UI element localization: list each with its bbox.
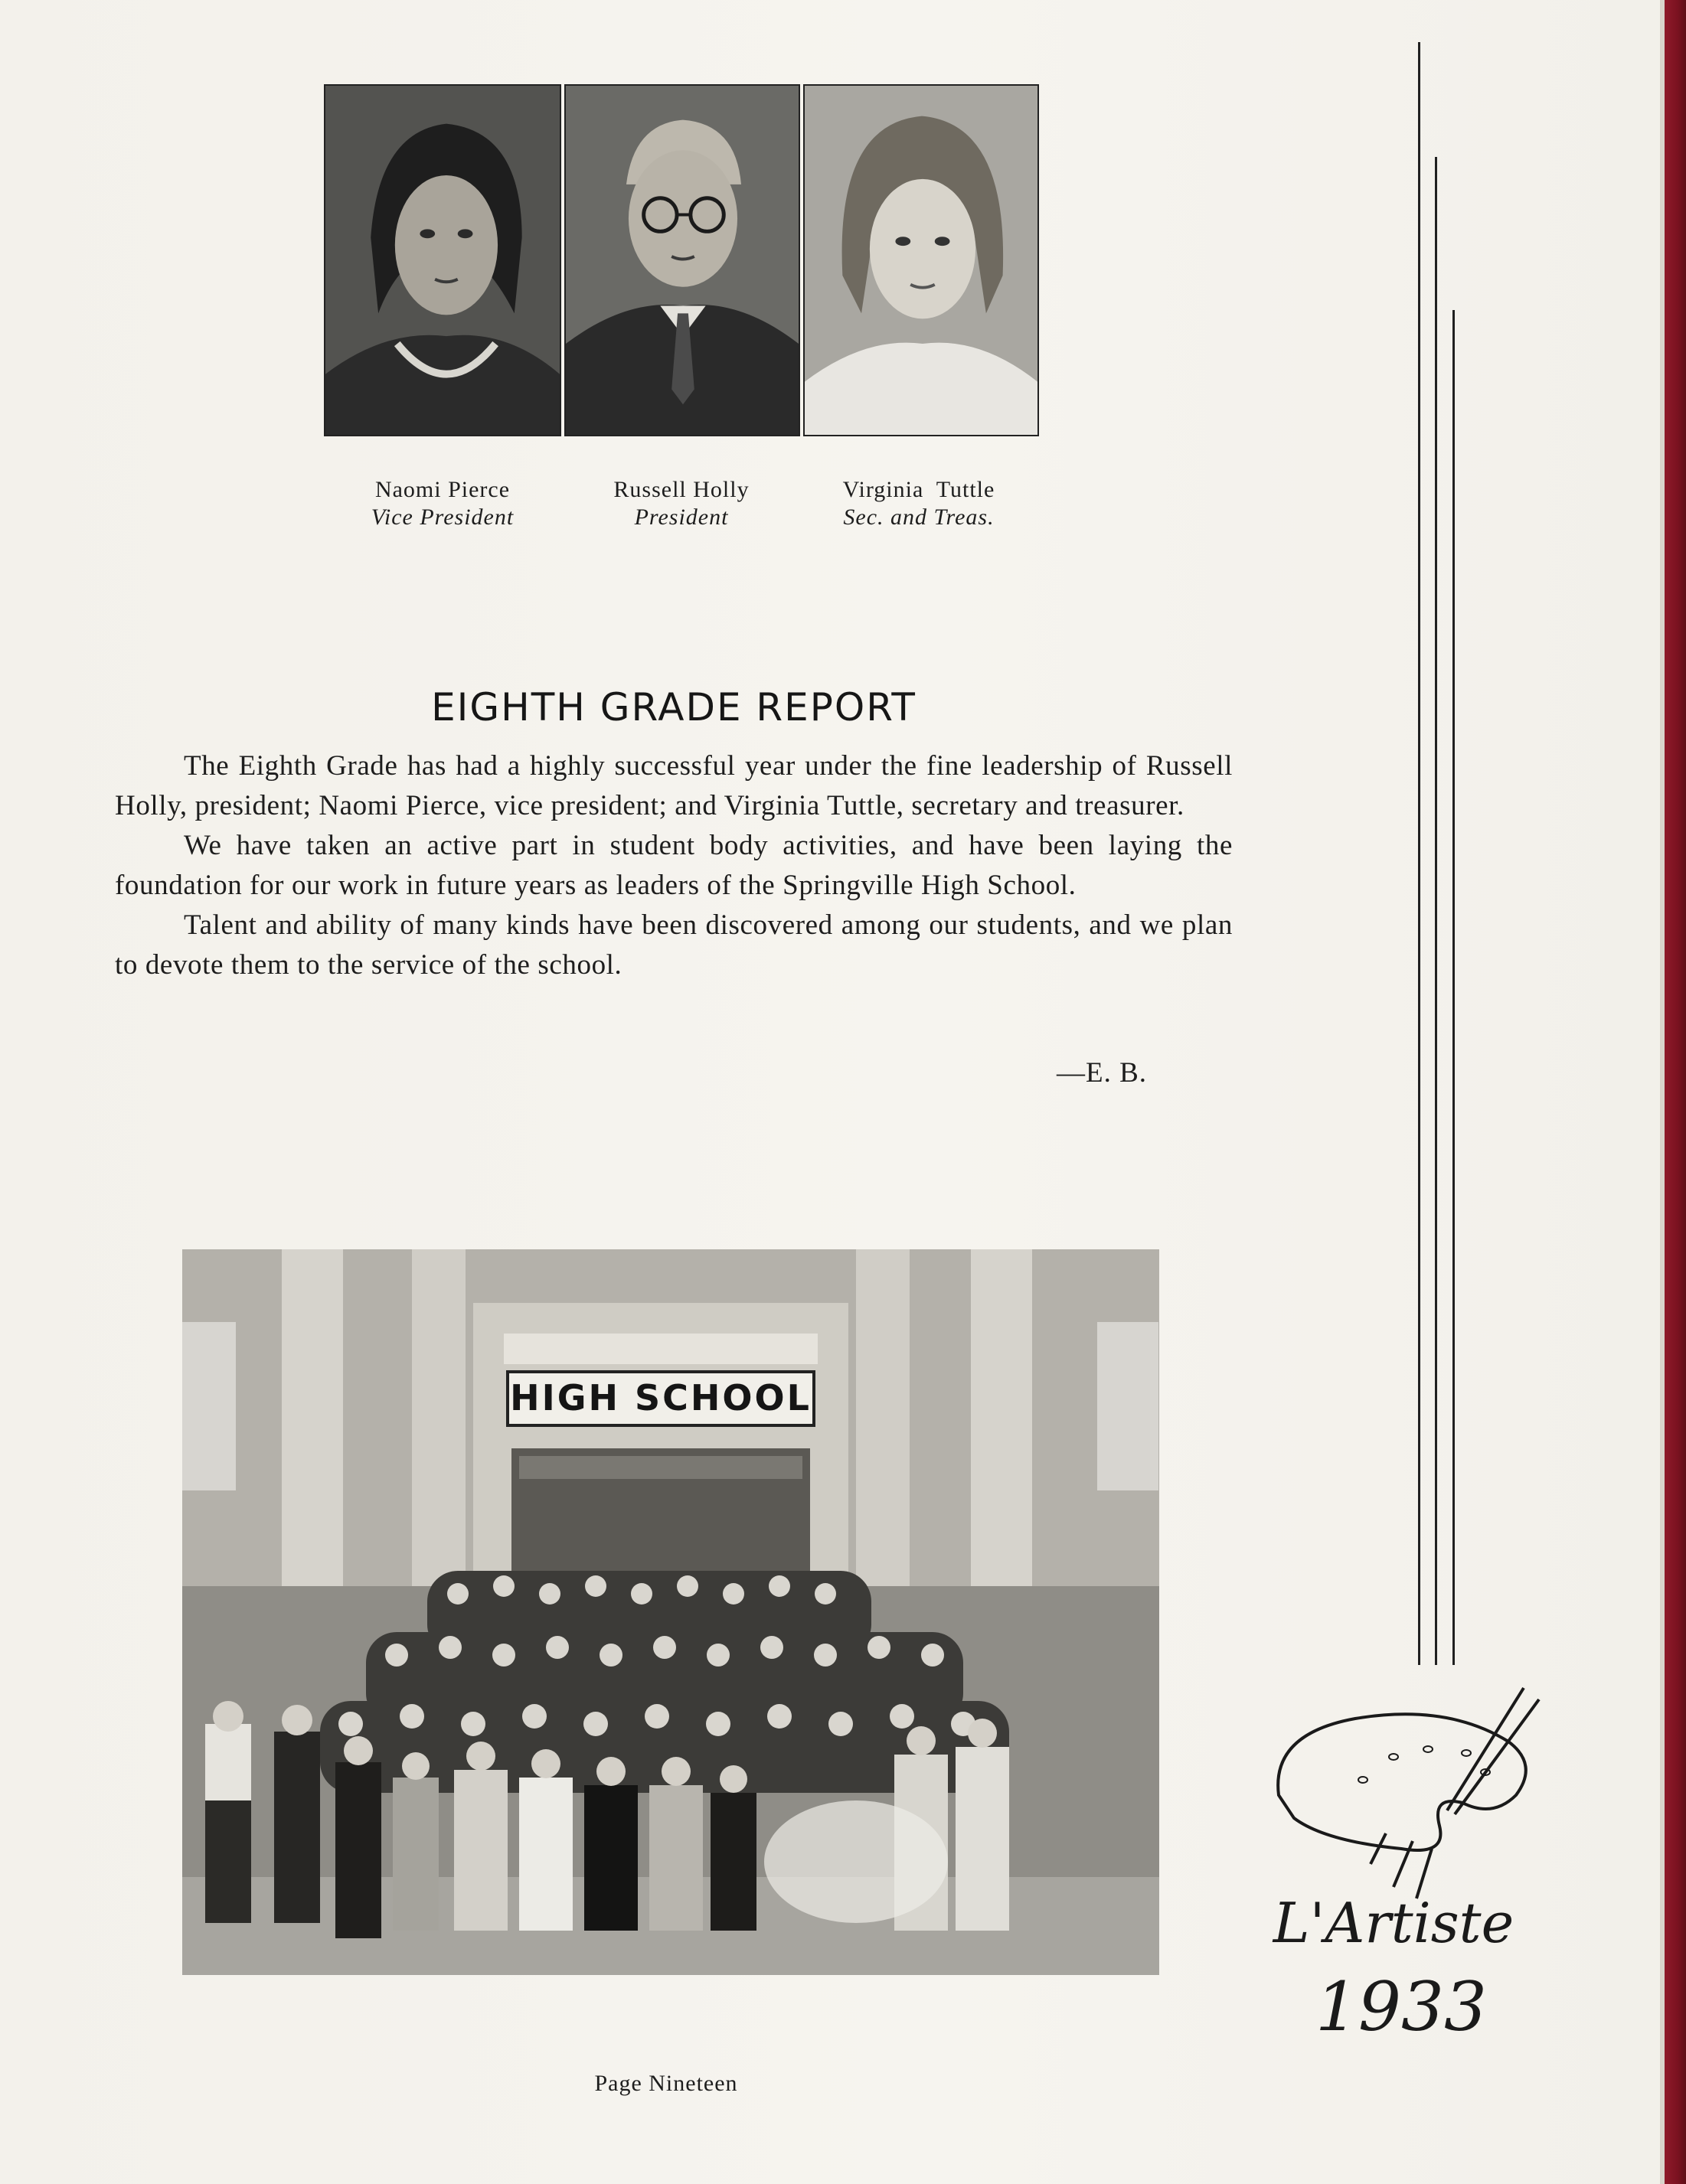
portrait-secretary-treasurer: [803, 84, 1039, 436]
group-photo: [182, 1249, 1159, 1975]
portrait-president: [564, 84, 800, 436]
decorative-line: [1418, 42, 1420, 1665]
officer-name: Russell Holly: [613, 477, 750, 502]
page-number: Page Nineteen: [594, 2071, 738, 2096]
decorative-line: [1452, 310, 1455, 1665]
officer-role: President: [634, 504, 729, 530]
report-title: EIGHTH GRADE REPORT: [431, 685, 917, 730]
portrait-vice-president: [324, 84, 561, 436]
caption-vice-president: [328, 476, 557, 531]
report-paragraph: Talent and ability of many kinds have been discovered among our students, and we plan to devote them to the service of the school.: [115, 909, 1233, 981]
binding-strip: [1665, 0, 1686, 2184]
decorative-line: [1435, 157, 1437, 1665]
officer-name: Virginia Tuttle: [842, 477, 995, 502]
officer-role: Vice President: [371, 504, 515, 530]
yearbook-name: L'Artiste: [1273, 1891, 1514, 1955]
palette-icon: [1263, 1665, 1554, 1910]
report-body: [115, 746, 1233, 985]
officer-role: Sec. and Treas.: [843, 504, 995, 530]
report-paragraph: The Eighth Grade has had a highly successful year under the fine leadership of Russell Holly, president; Naomi Pierce, vice president; and Virginia Tuttle, secretary and treasurer.: [115, 750, 1233, 821]
yearbook-year: 1933: [1315, 1967, 1487, 2046]
caption-president: [567, 476, 796, 531]
officer-name: Naomi Pierce: [374, 477, 511, 502]
report-signature: —E. B.: [1057, 1057, 1148, 1089]
report-paragraph: We have taken an active part in student body activities, and have been laying the foundation for our work in future years as leaders of the Springville High School.: [115, 830, 1233, 901]
high-school-sign: HIGH SCHOOL: [510, 1377, 812, 1418]
caption-secretary-treasurer: [804, 476, 1034, 531]
